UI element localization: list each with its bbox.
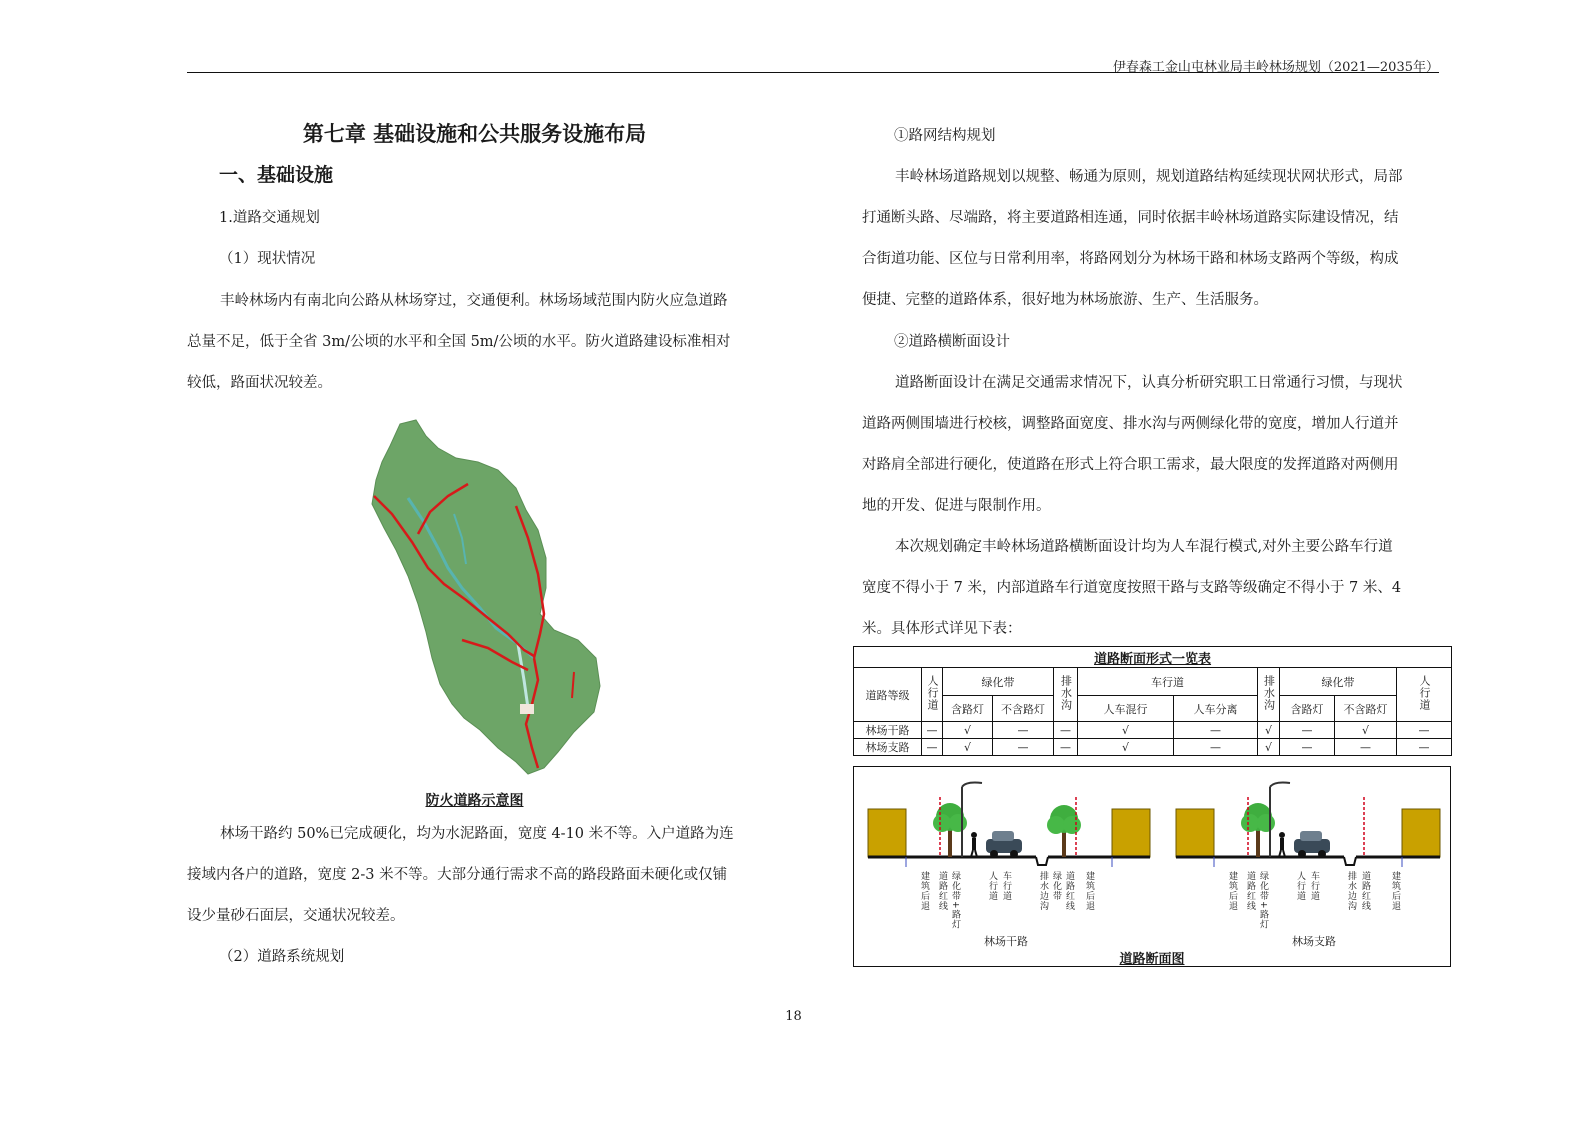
text-line: 丰岭林场内有南北向公路从林场穿过，交通便利。林场场域范围内防火应急道路 bbox=[220, 293, 728, 309]
table-cell: — bbox=[922, 722, 943, 739]
car-icon bbox=[986, 831, 1022, 858]
page-number: 18 bbox=[785, 1009, 802, 1024]
table-cell: √ bbox=[1078, 722, 1174, 739]
section-figure-caption: 道路断面图 bbox=[1119, 952, 1185, 967]
row-label: 林场支路 bbox=[854, 739, 922, 756]
section-label: 建筑后退 bbox=[1227, 871, 1237, 911]
section-label: 道路红线 bbox=[1064, 871, 1074, 911]
section-label: 道路红线 bbox=[1360, 871, 1370, 911]
drain-ditch bbox=[1344, 857, 1356, 865]
table-cell: — bbox=[993, 722, 1054, 739]
text-line: 接域内各户的道路，宽度 2-3 米不等。大部分通行需求不高的路段路面未硬化或仅铺 bbox=[187, 867, 728, 883]
table-row bbox=[854, 722, 1452, 739]
branch-road-label: 林场支路 bbox=[1292, 935, 1336, 948]
fire-road-map bbox=[368, 418, 604, 776]
branch-road-section bbox=[1176, 783, 1440, 868]
road-section-table bbox=[853, 646, 1452, 756]
section-label: 绿化带 bbox=[1051, 871, 1061, 901]
section-label: 道路红线 bbox=[1245, 871, 1255, 911]
section-label: 车行道 bbox=[1309, 871, 1319, 901]
text-line: 设少量砂石面层，交通状况较差。 bbox=[187, 908, 405, 924]
pedestrian-icon bbox=[1279, 832, 1285, 857]
car-icon bbox=[1294, 831, 1330, 858]
header-sidewalk: 人行道 bbox=[922, 668, 943, 722]
section-label: 建筑后退 bbox=[1084, 871, 1094, 911]
table-cell: — bbox=[1335, 739, 1397, 756]
table-cell: √ bbox=[1335, 722, 1397, 739]
table-cell: — bbox=[993, 739, 1054, 756]
building-block bbox=[1402, 809, 1440, 857]
text-line: 道路断面设计在满足交通需求情况下，认真分析研究职工日常通行习惯，与现状 bbox=[895, 375, 1403, 391]
text-line: 本次规划确定丰岭林场道路横断面设计均为人车混行模式,对外主要公路车行道 bbox=[895, 539, 1393, 555]
text-line: 米。具体形式详见下表： bbox=[862, 621, 1022, 637]
table-cell: — bbox=[1174, 722, 1258, 739]
header-separate: 人车分离 bbox=[1174, 696, 1258, 722]
header-sidewalk: 人行道 bbox=[1397, 668, 1452, 722]
table-caption: 道路断面形式一览表 bbox=[854, 647, 1452, 668]
text-line: 便捷、完整的道路体系，很好地为林场旅游、生产、生活服务。 bbox=[862, 292, 1268, 308]
section-label: 建筑后退 bbox=[919, 871, 929, 911]
text-line: 合街道功能、区位与日常利用率，将路网划分为林场干路和林场支路两个等级，构成 bbox=[862, 251, 1399, 267]
forest-area-shape bbox=[372, 420, 600, 774]
text-line: 宽度不得小于 7 米，内部道路车行道宽度按照干路与支路等级确定不得小于 7 米、4 bbox=[862, 580, 1402, 596]
table-cell: — bbox=[922, 739, 943, 756]
subheading-current-status: （1）现状情况 bbox=[219, 251, 316, 267]
header-green: 绿化带 bbox=[943, 668, 1054, 696]
header-green: 绿化带 bbox=[1280, 668, 1397, 696]
table-cell: — bbox=[1397, 722, 1452, 739]
pedestrian-icon bbox=[971, 832, 977, 857]
table-cell: — bbox=[1280, 722, 1335, 739]
street-lamp-arm bbox=[1270, 783, 1290, 788]
text-line: 林场干路约 50%已完成硬化，均为水泥路面，宽度 4-10 米不等。入户道路为连 bbox=[220, 826, 734, 842]
subheading-network: ①路网结构规划 bbox=[894, 128, 996, 144]
building-block bbox=[1112, 809, 1150, 857]
table-cell: — bbox=[1054, 739, 1078, 756]
header-ditch: 排水沟 bbox=[1258, 668, 1280, 722]
section-label: 建筑后退 bbox=[1390, 871, 1400, 911]
chapter-title: 第七章 基础设施和公共服务设施布局 bbox=[302, 122, 647, 146]
map-caption: 防火道路示意图 bbox=[425, 793, 524, 809]
main-road-label: 林场干路 bbox=[984, 935, 1028, 948]
main-road-section bbox=[868, 783, 1150, 868]
table-cell: — bbox=[1054, 722, 1078, 739]
section-label: 车行道 bbox=[1001, 871, 1011, 901]
table-cell: √ bbox=[1258, 722, 1280, 739]
text-line: 打通断头路、尽端路，将主要道路相连通，同时依据丰岭林场道路实际建设情况，结 bbox=[862, 210, 1399, 226]
header-divider bbox=[187, 72, 1439, 73]
table-cell: √ bbox=[1078, 739, 1174, 756]
header-grade: 道路等级 bbox=[854, 668, 922, 722]
text-line: 总量不足，低于全省 3m/公顷的水平和全国 5m/公顷的水平。防火道路建设标准相对 bbox=[187, 334, 731, 350]
section-label: 道路红线 bbox=[937, 871, 947, 911]
table-cell: √ bbox=[943, 739, 993, 756]
section-label: 绿化带+路灯 bbox=[1258, 871, 1268, 930]
subheading-road-system: （2）道路系统规划 bbox=[219, 949, 345, 965]
section-label: 人行道 bbox=[1295, 871, 1305, 901]
settlement-patch bbox=[520, 704, 534, 714]
section-label: 排水边沟 bbox=[1346, 871, 1356, 911]
header-with-lamp: 含路灯 bbox=[943, 696, 993, 722]
subheading-road-planning: 1.道路交通规划 bbox=[219, 210, 320, 226]
subheading-cross-section: ②道路横断面设计 bbox=[894, 334, 1010, 350]
section-label: 绿化带+路灯 bbox=[950, 871, 960, 930]
section-label: 人行道 bbox=[987, 871, 997, 901]
building-block bbox=[1176, 809, 1214, 857]
header-title: 伊春森工金山屯林业局丰岭林场规划（2021—2035年） bbox=[1112, 60, 1439, 75]
road-section-figure bbox=[853, 766, 1451, 967]
building-block bbox=[868, 809, 906, 857]
text-line: 地的开发、促进与限制作用。 bbox=[862, 498, 1051, 514]
table-cell: √ bbox=[1258, 739, 1280, 756]
text-line: 道路两侧围墙进行校核，调整路面宽度、排水沟与两侧绿化带的宽度，增加人行道并 bbox=[862, 416, 1399, 432]
section-label: 排水边沟 bbox=[1038, 871, 1048, 911]
header-ditch: 排水沟 bbox=[1054, 668, 1078, 722]
drain-ditch bbox=[1036, 857, 1048, 865]
header-without-lamp: 不含路灯 bbox=[993, 696, 1054, 722]
header-mixed: 人车混行 bbox=[1078, 696, 1174, 722]
table-cell: — bbox=[1397, 739, 1452, 756]
text-line: 较低，路面状况较差。 bbox=[187, 375, 332, 391]
header-with-lamp: 含路灯 bbox=[1280, 696, 1335, 722]
header-lane: 车行道 bbox=[1078, 668, 1258, 696]
text-line: 丰岭林场道路规划以规整、畅通为原则，规划道路结构延续现状网状形式，局部 bbox=[895, 169, 1403, 185]
header-without-lamp: 不含路灯 bbox=[1335, 696, 1397, 722]
street-lamp-arm bbox=[962, 783, 982, 788]
section-title: 一、基础设施 bbox=[219, 164, 334, 186]
table-cell: — bbox=[1280, 739, 1335, 756]
text-line: 对路肩全部进行硬化，使道路在形式上符合职工需求，最大限度的发挥道路对两侧用 bbox=[862, 457, 1399, 473]
table-cell: √ bbox=[943, 722, 993, 739]
table-cell: — bbox=[1174, 739, 1258, 756]
table-row bbox=[854, 739, 1452, 756]
row-label: 林场干路 bbox=[854, 722, 922, 739]
